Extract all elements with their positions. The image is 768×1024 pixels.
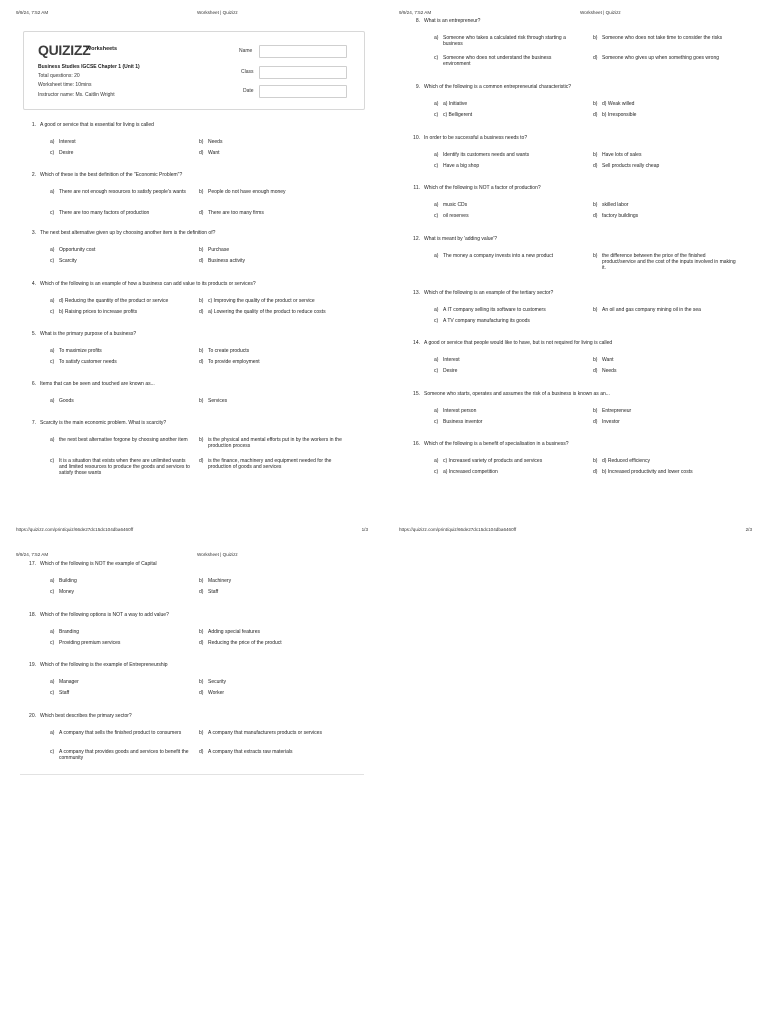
option-text: People do not have enough money	[208, 189, 286, 195]
print-date: 9/9/24, 7:52 AM	[399, 10, 432, 15]
option-letter: a)	[50, 348, 55, 354]
question-text: Which of the following is a benefit of specialisation in a business?	[424, 441, 569, 447]
class-label: Class	[241, 69, 254, 75]
option-text: Worker	[208, 690, 225, 696]
option-letter: a)	[50, 679, 55, 685]
name-label: Name	[239, 48, 253, 54]
question-number: 10.	[413, 135, 420, 141]
question-text: Which of these is the best definition of the "Economic Problem"?	[40, 172, 183, 178]
question-number: 13.	[413, 290, 420, 296]
question-text: In order to be successful a business needs to?	[424, 135, 528, 141]
option-text: Interest	[443, 357, 460, 363]
option-letter: b)	[199, 629, 204, 635]
option-letter: a)	[50, 398, 55, 404]
option-letter: d)	[593, 213, 598, 219]
option-text: Building	[59, 578, 77, 584]
question-number: 18.	[29, 612, 36, 618]
option-text: An oil and gas company mining oil in the sea	[602, 307, 701, 313]
option-text: A company that sells the finished product to consumers	[59, 730, 182, 736]
option-text: To satisfy customer needs	[59, 359, 117, 365]
worksheet-page-1	[0, 0, 384, 540]
option-letter: a)	[434, 357, 439, 363]
option-letter: d)	[199, 210, 204, 216]
option-letter: d)	[199, 640, 204, 646]
option-text: Identify its customers needs and wants	[443, 152, 530, 158]
option-letter: b)	[593, 408, 598, 414]
question-text: Scarcity is the main economic problem. What is scarcity?	[40, 420, 167, 426]
option-text: c) Improving the quality of the product or service	[208, 298, 315, 304]
print-date: 9/9/24, 7:52 AM	[16, 552, 49, 557]
option-text: c) Increased variety of products and services	[443, 458, 543, 464]
name-field[interactable]	[259, 45, 347, 58]
option-letter: d)	[199, 150, 204, 156]
option-text: Have a big shop	[443, 163, 480, 169]
class-field[interactable]	[259, 66, 347, 79]
logo-subtitle: Worksheets	[86, 46, 118, 52]
print-url: https://quizizz.com/print/quiz/66de27dc15dc104dba6460ff	[16, 527, 134, 532]
option-text: Security	[208, 679, 227, 685]
option-text: Needs	[208, 139, 223, 145]
option-text: Investor	[602, 419, 620, 425]
quizizz-logo: QUIZIZZ	[38, 42, 91, 58]
option-letter: b)	[593, 357, 598, 363]
option-text: To provide employment	[208, 359, 260, 365]
option-text: oil reserves	[443, 213, 469, 219]
option-letter: a)	[50, 578, 55, 584]
option-letter: b)	[593, 101, 598, 107]
option-letter: d)	[199, 458, 204, 464]
option-letter: d)	[199, 690, 204, 696]
option-text: a) Increased competition	[443, 469, 498, 475]
option-letter: b)	[199, 578, 204, 584]
option-text: is the physical and mental efforts put in by the workers in the production process	[208, 437, 342, 449]
option-text: music CDs	[443, 202, 468, 208]
option-text: A company that provides goods and services to benefit the community	[59, 749, 189, 761]
question-number: 17.	[29, 561, 36, 567]
question-text: What is an entrepreneur?	[424, 18, 481, 24]
question-number: 4.	[31, 281, 36, 287]
option-text: The money a company invests into a new product	[443, 253, 554, 259]
option-letter: d)	[593, 163, 598, 169]
question-text: Which of the following is the example of Entrepreneurship	[40, 662, 168, 668]
question-number: 3.	[31, 230, 36, 236]
option-letter: d)	[199, 749, 204, 755]
question-text: Which of the following is NOT the example of Capital	[40, 561, 157, 567]
question-text: Which of the following is a common entrepreneurial characteristic?	[424, 84, 572, 90]
option-text: Business activity	[208, 258, 245, 264]
option-text: Staff	[59, 690, 70, 696]
question-number: 9.	[415, 84, 420, 90]
option-letter: b)	[199, 398, 204, 404]
option-text: b) Increased productivity and lower costs	[602, 469, 693, 475]
question-number: 20.	[29, 713, 36, 719]
option-text: Business inventor	[443, 419, 483, 425]
option-text: There are too many firms	[208, 210, 264, 216]
worksheet-title: Business Studies IGCSE Chapter 1 (Unit 1)	[38, 64, 140, 70]
option-letter: a)	[50, 437, 55, 443]
question-text: A good or service that people would like to have, but is not required for living is called	[424, 340, 613, 346]
option-text: skilled labor	[602, 202, 629, 208]
option-letter: b)	[199, 189, 204, 195]
option-text: Want	[208, 150, 220, 156]
option-letter: a)	[434, 101, 439, 107]
question-text: Which of the following is an example of how a business can add value to its products or services?	[40, 281, 256, 287]
option-text: a) Initiative	[443, 101, 468, 107]
option-letter: d)	[593, 368, 598, 374]
option-text: Someone who does not understand the business environment	[443, 55, 552, 67]
option-letter: d)	[593, 55, 598, 61]
question-text: A good or service that is essential for living is called	[40, 122, 154, 128]
option-text: Goods	[59, 398, 74, 404]
question-text: Someone who starts, operates and assumes the risk of a business is known as an...	[424, 391, 610, 397]
option-letter: b)	[593, 307, 598, 313]
option-letter: a)	[50, 139, 55, 145]
option-letter: a)	[50, 629, 55, 635]
option-letter: c)	[434, 55, 439, 61]
option-letter: b)	[593, 458, 598, 464]
option-text: Someone who gives up when something goes wrong	[602, 55, 720, 61]
question-text: Which of the following is NOT a factor of production?	[424, 185, 541, 191]
page-number: 1/3	[361, 527, 368, 532]
option-text: Reducing the price of the product	[208, 640, 282, 646]
option-letter: b)	[593, 202, 598, 208]
page-number: 2/3	[745, 527, 752, 532]
question-number: 1.	[31, 122, 36, 128]
option-text: Interest	[59, 139, 76, 145]
option-letter: d)	[199, 309, 204, 315]
option-letter: d)	[199, 589, 204, 595]
worksheet-time: Worksheet time: 10mins	[38, 82, 92, 88]
option-text: d) Reducing the quantity of the product or service	[59, 298, 169, 304]
worksheet-page-3	[0, 547, 384, 787]
option-letter: b)	[199, 348, 204, 354]
option-letter: b)	[199, 679, 204, 685]
option-letter: a)	[434, 458, 439, 464]
option-text: A company that extracts raw materials	[208, 749, 293, 755]
option-letter: c)	[434, 419, 439, 425]
question-text: Which of the following options is NOT a way to add value?	[40, 612, 169, 618]
option-text: Have lots of sales	[602, 152, 642, 158]
option-text: Someone who does not take time to consider the risks	[602, 35, 723, 41]
question-number: 15.	[413, 391, 420, 397]
print-title: Worksheet | Quizizz	[580, 10, 621, 15]
option-letter: c)	[434, 318, 439, 324]
option-letter: d)	[593, 112, 598, 118]
option-letter: c)	[434, 368, 439, 374]
option-text: Opportunity cost	[59, 247, 96, 253]
question-number: 16.	[413, 441, 420, 447]
question-number: 6.	[31, 381, 36, 387]
option-letter: c)	[50, 458, 55, 464]
option-text: Providing premium services	[59, 640, 121, 646]
question-text: What is the primary purpose of a business?	[40, 331, 137, 337]
option-letter: c)	[50, 749, 55, 755]
option-letter: a)	[434, 202, 439, 208]
option-text: It is a situation that exists when there are unlimited wants and limited resources to produce the goods and services to satisfy those wants	[59, 458, 190, 476]
option-text: Scarcity	[59, 258, 77, 264]
option-text: There are not enough resources to satisfy people's wants	[59, 189, 186, 195]
option-text: Sell products really cheap	[602, 163, 660, 169]
option-letter: a)	[50, 247, 55, 253]
question-text: The next best alternative given up by choosing another item is the definition of?	[40, 230, 216, 236]
option-letter: c)	[50, 640, 55, 646]
question-number: 14.	[413, 340, 420, 346]
date-label: Date	[243, 88, 254, 94]
option-letter: c)	[50, 359, 55, 365]
option-letter: c)	[50, 258, 55, 264]
option-letter: c)	[50, 309, 55, 315]
option-letter: a)	[434, 152, 439, 158]
option-letter: d)	[199, 258, 204, 264]
option-text: Money	[59, 589, 75, 595]
option-text: Machinery	[208, 578, 232, 584]
option-text: Staff	[208, 589, 219, 595]
option-text: Purchase	[208, 247, 230, 253]
option-text: b) Raising prices to increase profits	[59, 309, 138, 315]
option-letter: c)	[50, 150, 55, 156]
option-letter: c)	[50, 210, 55, 216]
option-text: A company that manufacturers products or services	[208, 730, 322, 736]
option-letter: c)	[434, 163, 439, 169]
date-field[interactable]	[259, 85, 347, 98]
option-text: c) Belligerent	[443, 112, 473, 118]
option-text: Adding special features	[208, 629, 260, 635]
print-title: Worksheet | Quizizz	[197, 10, 238, 15]
option-text: d) Weak willed	[602, 101, 635, 107]
option-text: Manager	[59, 679, 79, 685]
option-text: Entrepreneur	[602, 408, 632, 414]
question-number: 8.	[415, 18, 420, 24]
question-number: 12.	[413, 236, 420, 242]
print-date: 9/9/24, 7:52 AM	[16, 10, 49, 15]
option-letter: c)	[50, 589, 55, 595]
option-text: There are too many factors of production	[59, 210, 150, 216]
option-letter: a)	[434, 35, 439, 41]
instructor-name: Instructor name: Ms. Caitlin Wright	[38, 92, 115, 98]
option-letter: c)	[434, 213, 439, 219]
option-text: b) Irresponsible	[602, 112, 637, 118]
option-text: a) Lowering the quality of the product to reduce costs	[208, 309, 326, 315]
option-text: Branding	[59, 629, 80, 635]
question-number: 7.	[31, 420, 36, 426]
option-letter: a)	[50, 730, 55, 736]
option-text: A IT company selling its software to customers	[443, 307, 546, 313]
option-text: d) Reduced efficiency	[602, 458, 650, 464]
option-text: the next best alternative forgone by choosing another item	[59, 437, 188, 443]
option-letter: c)	[434, 112, 439, 118]
option-letter: a)	[434, 408, 439, 414]
question-number: 5.	[31, 331, 36, 337]
option-letter: b)	[199, 139, 204, 145]
option-letter: b)	[199, 298, 204, 304]
question-text: Items that can be seen and touched are known as...	[40, 381, 155, 387]
option-letter: b)	[593, 35, 598, 41]
option-letter: b)	[199, 437, 204, 443]
print-title: Worksheet | Quizizz	[197, 552, 238, 557]
option-text: Someone who takes a calculated risk through starting a business	[443, 35, 566, 47]
option-text: A TV company manufacturing its goods	[443, 318, 530, 324]
question-number: 2.	[31, 172, 36, 178]
option-letter: b)	[199, 247, 204, 253]
option-letter: c)	[50, 690, 55, 696]
worksheet-page-2	[384, 0, 768, 540]
option-letter: d)	[593, 469, 598, 475]
question-number: 19.	[29, 662, 36, 668]
option-letter: a)	[50, 189, 55, 195]
print-url: https://quizizz.com/print/quiz/66de27dc15dc104dba6460ff	[399, 527, 517, 532]
option-text: Want	[602, 357, 614, 363]
option-letter: c)	[434, 469, 439, 475]
option-text: Interest person	[443, 408, 477, 414]
question-number: 11.	[413, 185, 420, 191]
option-text: Desire	[59, 150, 74, 156]
question-text: Which of the following is an example of the tertiary sector?	[424, 290, 554, 296]
option-letter: b)	[593, 152, 598, 158]
option-text: factory buildings	[602, 213, 639, 219]
option-letter: d)	[593, 419, 598, 425]
option-text: Needs	[602, 368, 617, 374]
option-text: To maximize profits	[59, 348, 102, 354]
question-text: What is meant by 'adding value'?	[424, 236, 498, 242]
option-text: Desire	[443, 368, 458, 374]
option-letter: a)	[434, 307, 439, 313]
page-end-rule	[20, 774, 364, 775]
option-text: Services	[208, 398, 228, 404]
option-letter: d)	[199, 359, 204, 365]
option-text: is the finance, machinery and equipment needed for the production of goods and services	[208, 458, 332, 470]
total-questions: Total questions: 20	[38, 73, 80, 79]
option-letter: b)	[199, 730, 204, 736]
option-letter: a)	[434, 253, 439, 259]
option-letter: b)	[593, 253, 598, 259]
worksheet-header-card	[23, 31, 365, 110]
question-text: Which best describes the primary sector?	[40, 713, 132, 719]
option-letter: a)	[50, 298, 55, 304]
option-text: the difference between the price of the finished product/service and the cost of the inputs involved in making it.	[602, 253, 736, 271]
option-text: To create products	[208, 348, 250, 354]
